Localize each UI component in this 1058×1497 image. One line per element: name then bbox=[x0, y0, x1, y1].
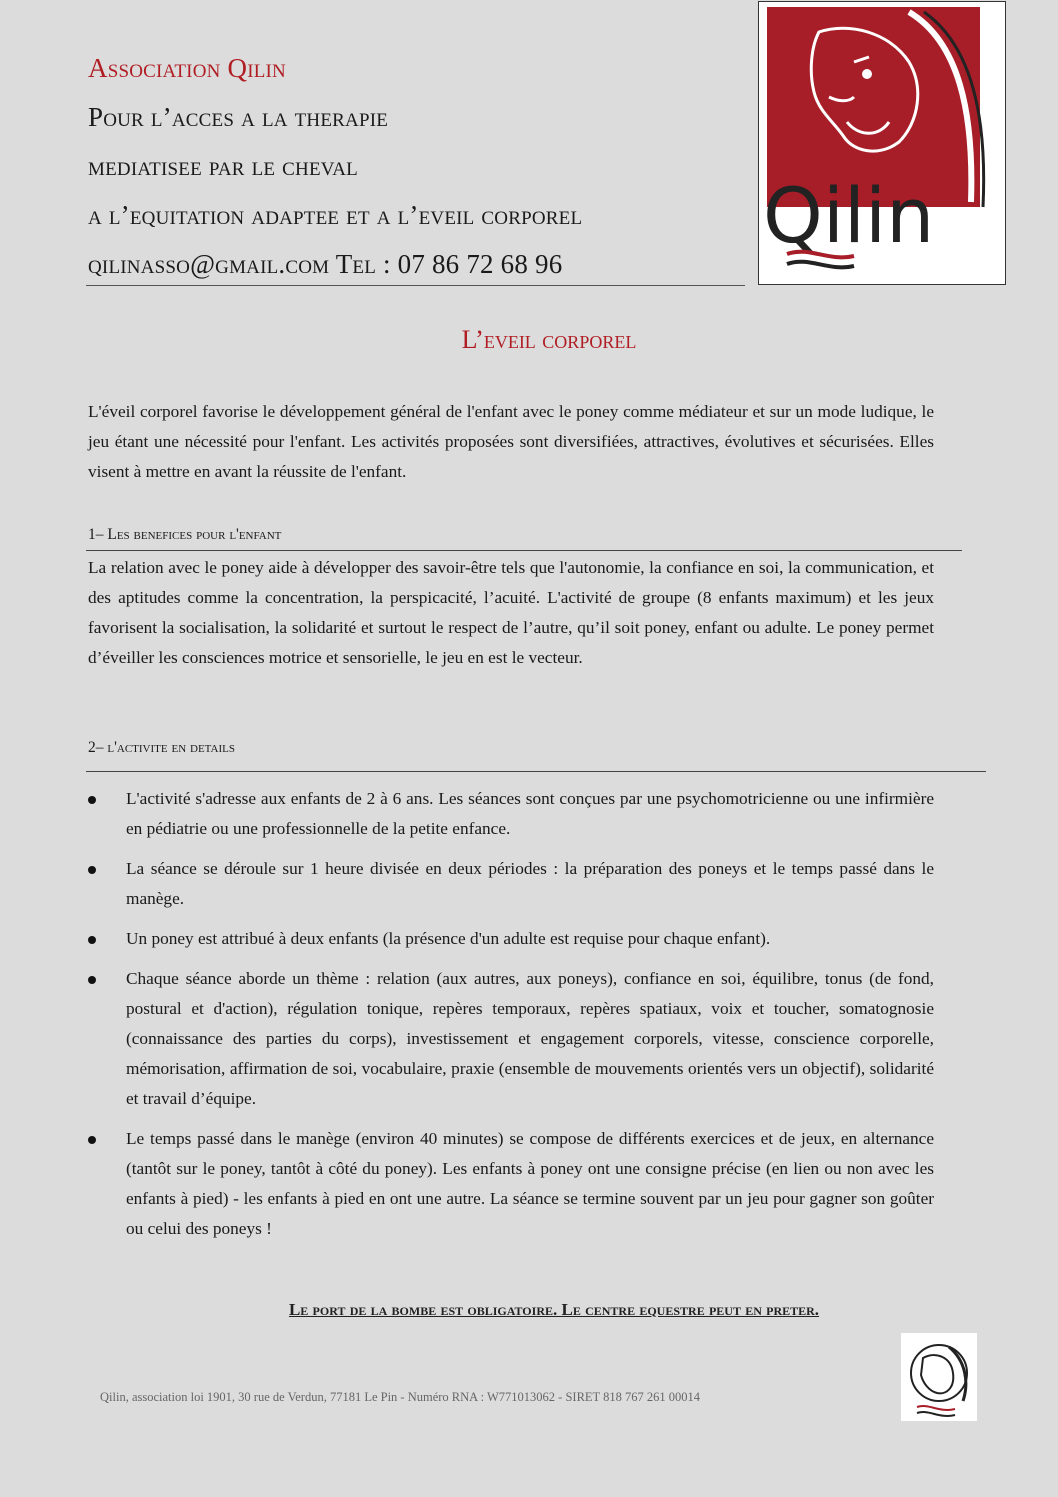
list-item: Un poney est attribué à deux enfants (la présence d'un adulte est requise pour chaque enfant). bbox=[88, 924, 934, 954]
header-line-3: mediatisee par le cheval bbox=[88, 151, 358, 181]
association-name: Association Qilin bbox=[88, 53, 286, 83]
helmet-notice: Le port de la bombe est obligatoire. Le centre equestre peut en preter. bbox=[288, 1300, 820, 1319]
section-2-heading: 2– l'activite en details bbox=[88, 739, 235, 756]
list-item: La séance se déroule sur 1 heure divisée en deux périodes : la préparation des poneys et le temps passé dans le manège. bbox=[88, 854, 934, 914]
activity-details-list bbox=[88, 784, 934, 1254]
document-title: L’eveil corporel bbox=[461, 325, 637, 354]
footer-legal: Qilin, association loi 1901, 30 rue de Verdun, 77181 Le Pin - Numéro RNA : W771013062 - SIRET 818 767 261 00014 bbox=[100, 1390, 700, 1404]
list-item: Chaque séance aborde un thème : relation (aux autres, aux poneys), confiance en soi, équilibre, tonus (de fond, postural et d'action), régulation tonique, repères temporaux, repères spatiaux, voix et toucher, somatognosie (connaissance des parties du corps), investissement et engagement corporels, vitesse, conscience corporelle, mémorisation, affirmation de soi, vocabulaire, praxie (ensemble de mouvements orientés vers un objectif), solidarité et travail d’équipe. bbox=[88, 964, 934, 1114]
bullet-icon bbox=[88, 796, 96, 804]
bullet-icon bbox=[88, 936, 96, 944]
header-divider bbox=[86, 285, 745, 286]
bullet-icon bbox=[88, 976, 96, 984]
header-block bbox=[88, 44, 748, 289]
logo-text: Qilin bbox=[763, 171, 935, 260]
section-1-paragraph: La relation avec le poney aide à développer des savoir-être tels que l'autonomie, la confiance en soi, la communication, et des aptitudes comme la concentration, la perspicacité, l’acuité. L'activité de groupe (8 enfants maximum) et les jeux favorisent la socialisation, la solidarité et surtout le respect de l’autre, qu’il soit poney, enfant ou adulte. Le poney permet d’éveiller les consciences motrice et sensorielle, le jeu en est le vecteur. bbox=[88, 558, 934, 667]
qilin-logo bbox=[758, 1, 1006, 285]
list-item: L'activité s'adresse aux enfants de 2 à 6 ans. Les séances sont conçues par une psychomotricienne ou une infirmière en pédiatrie ou une professionnelle de la petite enfance. bbox=[88, 784, 934, 844]
intro-paragraph: L'éveil corporel favorise le développement général de l'enfant avec le poney comme médiateur et sur un mode ludique, le jeu étant une nécessité pour l'enfant. Les activités proposées sont diversifiées, attractives, évolutives et sécurisées. Elles visent à mettre en avant la réussite de l'enfant. bbox=[88, 402, 934, 481]
contact-line: qilinasso@gmail.com Tel : 07 86 72 68 96 bbox=[88, 249, 563, 279]
section-2-divider bbox=[86, 771, 986, 772]
list-item: Le temps passé dans le manège (environ 40 minutes) se compose de différents exercices et de jeux, en alternance (tantôt sur le poney, tantôt à côté du poney). Les enfants à poney ont une consigne précise (en lien ou non avec les enfants à pied) - les enfants à pied en ont une autre. La séance se termine souvent par un jeu pour gagner son goûter ou celui des poneys ! bbox=[88, 1124, 934, 1244]
section-1-divider bbox=[86, 550, 962, 551]
header-line-2: Pour l’acces a la therapie bbox=[88, 102, 389, 132]
header-line-4: a l’equitation adaptee et a l’eveil corporel bbox=[88, 200, 583, 230]
bullet-icon bbox=[88, 866, 96, 874]
small-horse-logo-icon bbox=[901, 1333, 977, 1421]
bullet-icon bbox=[88, 1136, 96, 1144]
section-1-heading: 1– Les benefices pour l'enfant bbox=[88, 526, 282, 543]
